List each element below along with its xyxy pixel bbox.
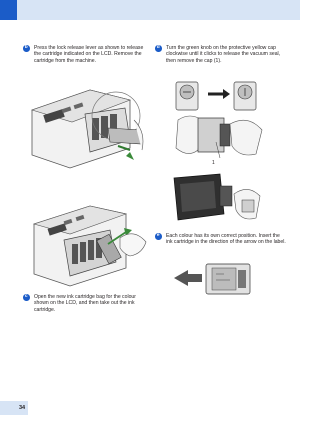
step-text: Open the new ink cartridge bag for the colour shown on the LCD, and then take out the ink cartridge. (34, 294, 136, 313)
callout-label: 1 (212, 160, 215, 166)
step-text: Turn the green knob on the protective yellow cap clockwise until it clicks to release the vacuum seal, then remove the cap (1). (166, 45, 281, 64)
cartridge-insert-illustration (172, 256, 258, 300)
cartridge-cap-removal-illustration (170, 170, 268, 226)
chapter-tab (0, 0, 17, 20)
page-number: 34 (19, 404, 26, 411)
cap-rotation-illustration (168, 80, 268, 164)
step-number-badge: c (24, 294, 28, 299)
header-bar (0, 0, 300, 20)
page-number-box (0, 401, 28, 415)
step-text: Press the lock release lever as shown to release the cartridge indicated on the LCD. Remove the cartridge from the machine. (34, 45, 144, 64)
step-number-badge: b (24, 45, 28, 50)
lock-release-illustration (30, 70, 148, 170)
step-text: Each colour has its own correct position. Insert the ink cartridge in the direction of the arrow on the label. (166, 233, 286, 246)
step-number-badge: d (156, 45, 160, 50)
step-number-badge: e (156, 233, 160, 238)
cartridge-removal-illustration (30, 184, 148, 288)
